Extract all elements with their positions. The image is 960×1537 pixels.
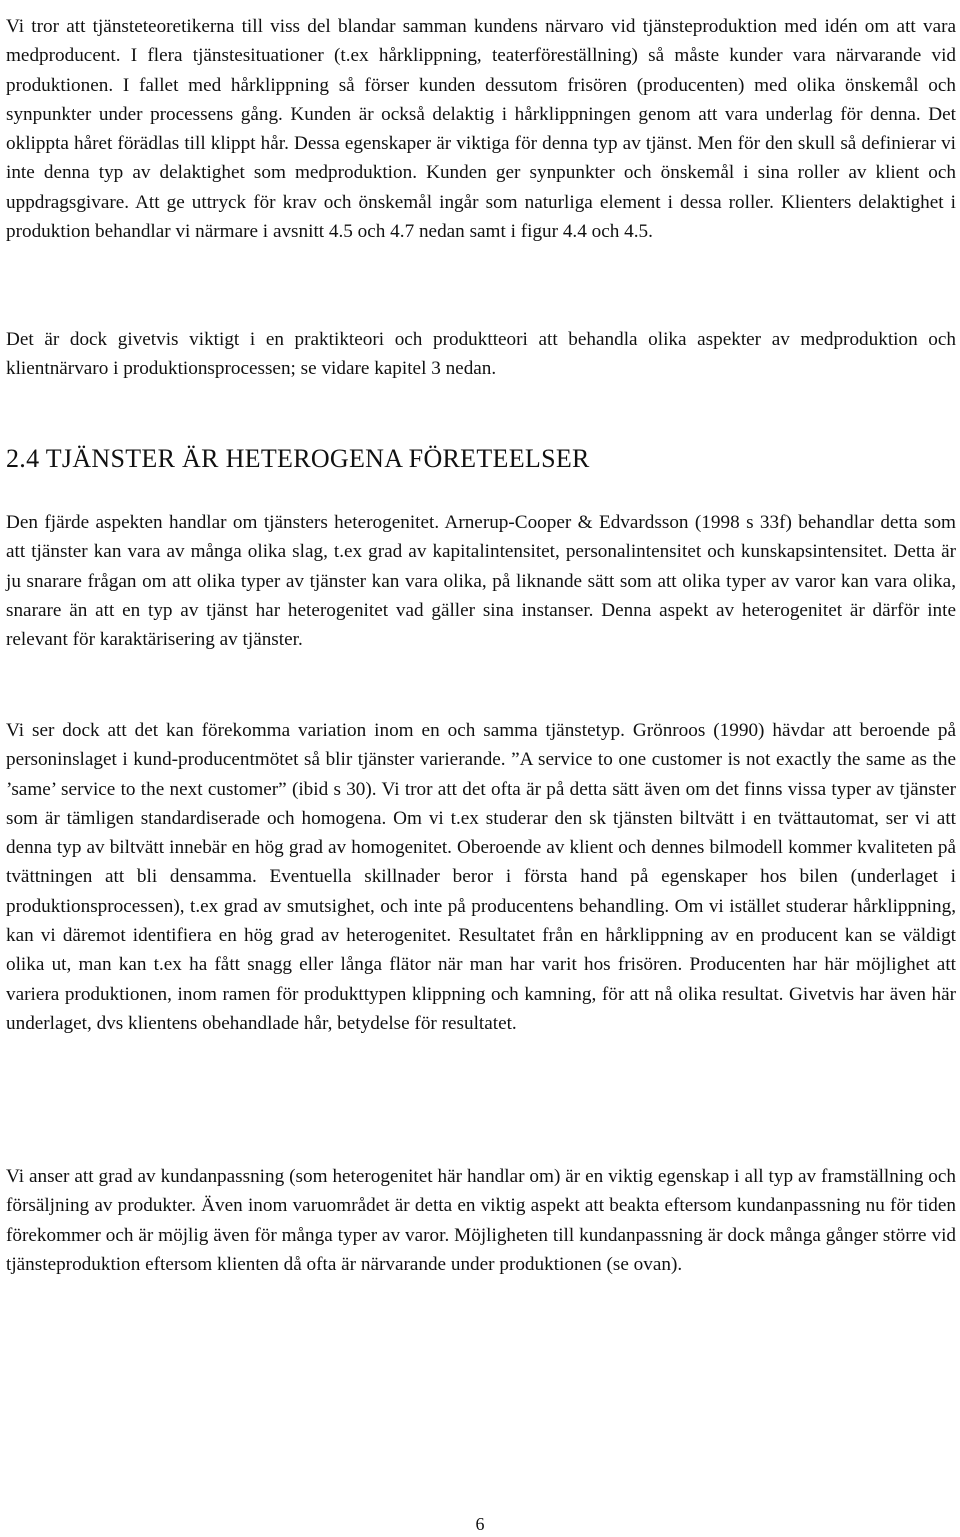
paragraph-customization: Vi anser att grad av kundanpassning (som heterogenitet här handlar om) är en viktig egenskap i all typ av framställning och försäljning av produkter. Även inom varuområdet är detta en viktig aspekt att beakta eftersom kundanpassning nu för tiden förekommer och är möjlig även för många typer av varor. Möjligheten till kundanpassning är dock många gånger större vid tjänsteproduktion eftersom klienten då ofta är närvarande under produktionen (se ovan). bbox=[6, 1166, 956, 1275]
page-number: 6 bbox=[475, 1514, 485, 1534]
paragraph-heterogeneity-intro: Den fjärde aspekten handlar om tjänsters heterogenitet. Arnerup-Cooper & Edvardsson (1998 s 33f) behandlar detta som att tjänster kan vara av många olika slag, t.ex grad av kapitalintensitet, personalintensitet och kunskapsintensitet. Detta är ju snarare frågan om att olika typer av tjänster kan vara olika, på liknande sätt som att olika typer av varor kan vara olika, snarare än att en typ av tjänst har heterogenitet vad gäller sina instanser. Denna aspekt av heterogenitet är därför inte relevant för karaktärisering av tjänster. bbox=[6, 512, 956, 651]
paragraph-customer-presence: Vi tror att tjänsteteoretikerna till viss del blandar samman kundens närvaro vid tjänsteproduktion med idén om att vara medproducent. I flera tjänstesituationer (t.ex hårklippning, teaterföreställning) så måste kunder vara närvarande vid produktionen. I fallet med hårklippning så förser kunden dessutom frisören (producenten) med olika önskemål och synpunkter under processens gång. Kunden är också delaktig i hårklippningen genom att vara underlag för denna. Det oklippta håret förädlas till klippt hår. Dessa egenskaper är viktiga för denna typ av tjänst. Men för den skull så definierar vi inte denna typ av delaktighet som medproduktion. Kunden ger synpunkter och önskemål i sina roller av klient och uppdragsgivare. Att ge uttryck för krav och önskemål ingår som naturliga element i dessa roller. Klienters delaktighet i produktion behandlar vi närmare i avsnitt 4.5 och 4.7 nedan samt i figur 4.4 och 4.5. bbox=[6, 16, 956, 243]
paragraph-service-variation: Vi ser dock att det kan förekomma variation inom en och samma tjänstetyp. Grönroos (1990) hävdar att beroende på personinslaget i kund-producentmötet så blir tjänster varierande. ”A service to one customer is not exactly the same as the ’same’ service to the next customer” (ibid s 30). Vi tror att det ofta är på detta sätt även om det finns vissa typer av tjänster som är tämligen standardiserade och homogena. Om vi t.ex studerar den sk tjänsten biltvätt i en tvättautomat, ser vi att denna typ av biltvätt innebär en hög grad av homogenitet. Oberoende av klient och dennes bilmodell kommer kvaliteten på tvättningen att bli densamma. Eventuella skillnader beror i första hand på egenskaper hos bilen (underlaget i produktionsprocessen), t.ex grad av smutsighet, och inte på producentens behandling. Om vi istället studerar hårklippning, kan vi däremot identifiera en hög grad av heterogenitet. Resultatet från en hårklippning av en producent kan se väldigt olika ut, man kan t.ex ha fått snagg eller långa flätor när man har varit hos frisören. Producenten har här möjlighet att variera produktionen, inom ramen för produkttypen klippning och kamning, för att nå olika resultat. Givetvis har även här underlaget, dvs klientens obehandlade hår, betydelse för resultatet. bbox=[6, 720, 956, 1034]
section-heading: 2.4 TJÄNSTER ÄR HETEROGENA FÖRETEELSER bbox=[6, 444, 590, 473]
paragraph-coproduction: Det är dock givetvis viktigt i en praktikteori och produktteori att behandla olika aspekter av medproduktion och klientnärvaro i produktionsprocessen; se vidare kapitel 3 nedan. bbox=[6, 329, 956, 380]
